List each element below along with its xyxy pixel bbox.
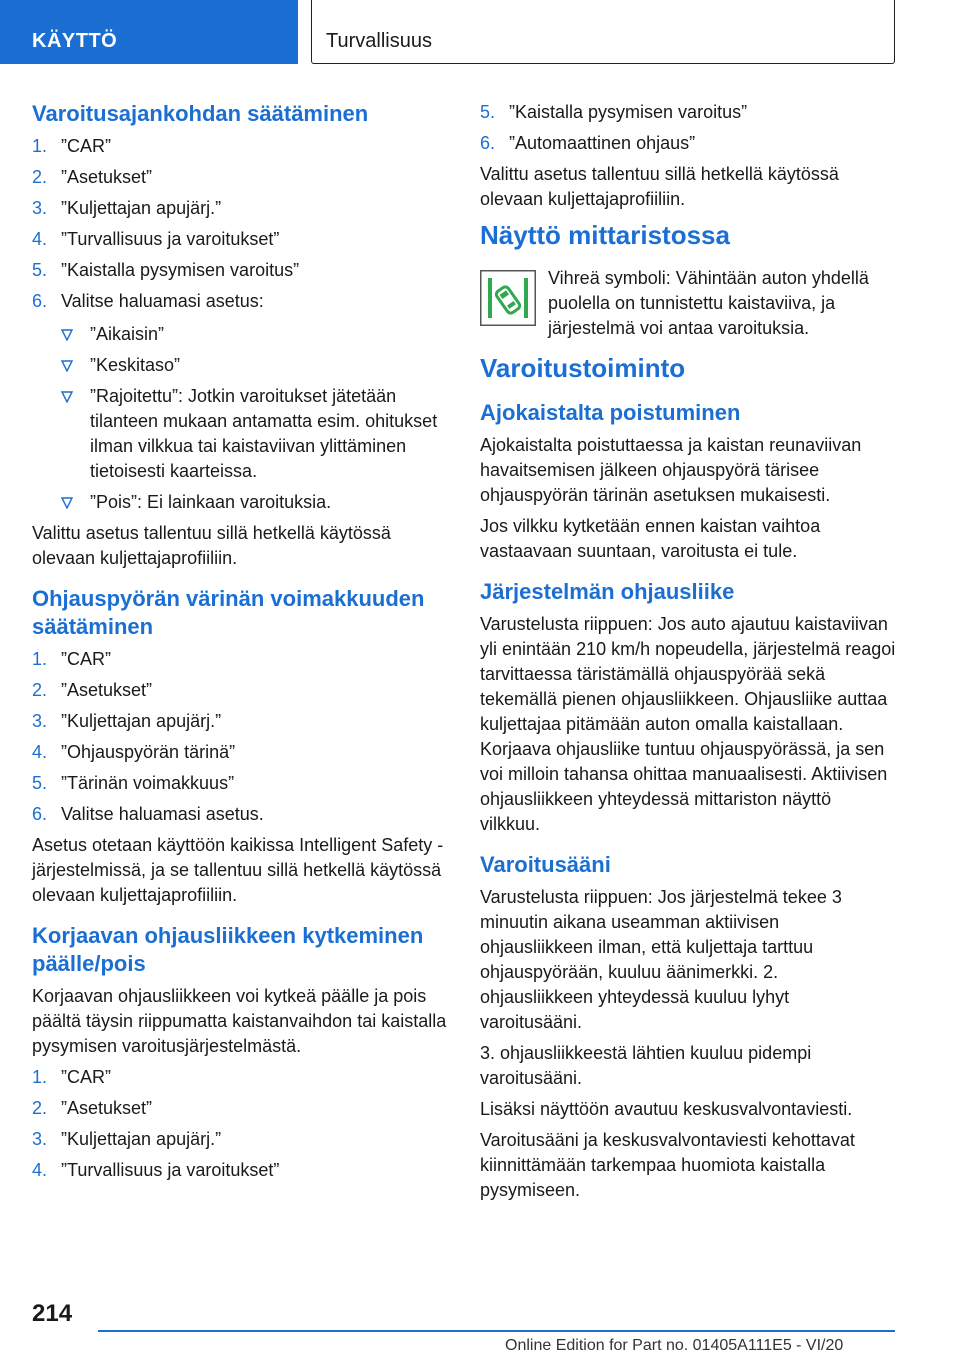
heading-vibration-strength: Ohjauspyörän värinän voimakkuuden säätäminen xyxy=(32,586,425,639)
steps-list-corrective xyxy=(32,1065,448,1183)
page-number: 214 xyxy=(32,1300,73,1327)
step-text: ”Automaattinen ohjaus” xyxy=(509,133,696,153)
paragraph-green-symbol: Vihreä symboli: Vähintään auton yhdellä puolella on tunnistettu kaistaviiva, ja järjestelmä voi antaa varoituksia. xyxy=(548,268,869,338)
list-item xyxy=(480,100,896,125)
paragraph-longer-sound: 3. ohjausliikkeestä lähtien kuuluu pidempi varoitusääni. xyxy=(480,1043,812,1088)
heading-warning-time: Varoitusajankohdan säätäminen xyxy=(32,101,369,126)
edition-info: Online Edition for Part no. 01405A111E5 - VI/20 xyxy=(505,1337,844,1354)
steps-list-corrective-continued xyxy=(480,100,896,156)
triangle-bullet-icon xyxy=(61,360,73,372)
list-item xyxy=(32,709,448,734)
list-item xyxy=(32,1096,448,1121)
step-number: 3. xyxy=(32,198,48,218)
list-item xyxy=(32,1127,448,1152)
step-number: 3. xyxy=(32,1129,48,1149)
option-item xyxy=(61,384,448,484)
list-item xyxy=(32,740,448,765)
list-item xyxy=(32,1158,448,1183)
step-number: 3. xyxy=(32,711,48,731)
step-text: ”Kuljettajan apujärj.” xyxy=(61,711,222,731)
paragraph-check-control: Lisäksi näyttöön avautuu keskusvalvontaviesti. xyxy=(480,1099,853,1119)
step-text: ”Ohjauspyörän tärinä” xyxy=(61,742,236,762)
list-item xyxy=(32,134,448,159)
left-column xyxy=(32,100,448,1189)
step-number: 6. xyxy=(480,133,496,153)
step-text: ”Kuljettajan apujärj.” xyxy=(61,1129,222,1149)
list-item xyxy=(32,196,448,221)
step-text: ”Turvallisuus ja varoitukset” xyxy=(61,1160,280,1180)
option-text: ”Pois”: Ei lainkaan varoituksia. xyxy=(90,492,332,512)
paragraph-corrective-steering: Korjaavan ohjausliikkeen voi kytkeä päälle ja pois päältä täysin riippumatta kaistanvaihdon tai kaistalla pysymisen varoitusjärjestelmästä. xyxy=(32,986,447,1056)
step-text: ”CAR” xyxy=(61,136,111,156)
option-item xyxy=(61,322,448,347)
step-text: ”CAR” xyxy=(61,1067,111,1087)
step-number: 4. xyxy=(32,742,48,762)
list-item xyxy=(32,771,448,796)
footer-rule xyxy=(98,1330,895,1332)
list-item xyxy=(32,165,448,190)
steps-list-warning-time xyxy=(32,134,448,515)
paragraph-system-steering: Varustelusta riippuen: Jos auto ajautuu kaistaviivan yli enintään 210 km/h nopeudella, järjestelmä reagoi tarvittaessa täristämällä ohjauspyörää sekä tekemällä pienen ohjausliikkeen. Ohjausliike auttaa kuljettajaa pitämään auton omalla kaistallaan. Korjaava ohjausliike tuntuu ohjauspyörässä, ja sen voi milloin tahansa ohittaa manuaalisesti. Aktiivisen ohjausliikkeen yhteydessä mittariston näyttö vilkkuu. xyxy=(480,614,896,834)
step-number: 5. xyxy=(32,773,48,793)
step-text: ”Asetukset” xyxy=(61,680,153,700)
triangle-bullet-icon xyxy=(61,329,73,341)
steps-list-vibration xyxy=(32,647,448,827)
list-item xyxy=(32,1065,448,1090)
heading-display-cluster: Näyttö mittaristossa xyxy=(480,220,730,250)
option-item xyxy=(61,490,448,515)
paragraph-warning-sound: Varustelusta riippuen: Jos järjestelmä tekee 3 minuutin aikana useamman aktiivisen ohjausliikkeen ilman, että kuljettaja tarttuu ohjauspyörään, kuuluu äänimerkki. 2. ohjausliikkeen yhteydessä kuuluu lyhyt varoitusääni. xyxy=(480,887,842,1032)
options-list xyxy=(61,322,448,515)
paragraph-attention: Varoitusääni ja keskusvalvontaviesti kehottavat kiinnittämään tarkempaa huomiota kaistalla pysymiseen. xyxy=(480,1130,855,1200)
list-item xyxy=(32,802,448,827)
list-item xyxy=(32,289,448,515)
step-number: 1. xyxy=(32,136,48,156)
heading-system-steering: Järjestelmän ohjausliike xyxy=(480,579,735,604)
option-text: ”Keskitaso” xyxy=(90,355,181,375)
step-number: 1. xyxy=(32,1067,48,1087)
list-item xyxy=(32,678,448,703)
step-text: ”Kaistalla pysymisen varoitus” xyxy=(509,102,748,122)
symbol-description xyxy=(480,266,896,341)
step-text: Valitse haluamasi asetus: xyxy=(61,291,264,311)
step-text: ”Tärinän voimakkuus” xyxy=(61,773,235,793)
step-text: ”Asetukset” xyxy=(61,1098,153,1118)
paragraph-setting-saved: Valittu asetus tallentuu sillä hetkellä käytössä olevaan kuljettajaprofiiliin. xyxy=(480,164,839,209)
paragraph-setting-applied: Asetus otetaan käyttöön kaikissa Intelligent Safety -järjestelmissä, ja se tallentuu sillä hetkellä käytössä olevaan kuljettajaprofiiliin. xyxy=(32,835,444,905)
paragraph-turn-signal: Jos vilkku kytketään ennen kaistan vaihtoa vastaavaan suuntaan, varoitusta ei tule. xyxy=(480,516,821,561)
paragraph-setting-saved: Valittu asetus tallentuu sillä hetkellä käytössä olevaan kuljettajaprofiiliin. xyxy=(32,523,391,568)
heading-warning-function: Varoitustoiminto xyxy=(480,353,686,383)
step-number: 1. xyxy=(32,649,48,669)
step-number: 2. xyxy=(32,680,48,700)
list-item xyxy=(32,647,448,672)
option-item xyxy=(61,353,448,378)
lane-departure-icon xyxy=(480,270,536,326)
step-number: 4. xyxy=(32,1160,48,1180)
step-text: ”CAR” xyxy=(61,649,111,669)
step-text: ”Turvallisuus ja varoitukset” xyxy=(61,229,280,249)
list-item xyxy=(480,131,896,156)
step-text: ”Asetukset” xyxy=(61,167,153,187)
step-text: ”Kaistalla pysymisen varoitus” xyxy=(61,260,300,280)
heading-corrective-steering: Korjaavan ohjausliikkeen kytkeminen päälle/pois xyxy=(32,923,424,976)
list-item xyxy=(32,258,448,283)
step-number: 2. xyxy=(32,1098,48,1118)
option-text: ”Rajoitettu”: Jotkin varoitukset jätetään tilanteen mukaan antamatta esim. ohitukset ilman vilkkua tai kaistaviivan ylittäminen tietoisesti kaarteissa. xyxy=(90,386,438,481)
list-item xyxy=(32,227,448,252)
triangle-bullet-icon xyxy=(61,391,73,403)
step-number: 5. xyxy=(480,102,496,122)
step-text: ”Kuljettajan apujärj.” xyxy=(61,198,222,218)
paragraph-lane-leaving: Ajokaistalta poistuttaessa ja kaistan reunaviivan havaitsemisen jälkeen ohjauspyörä tärisee ohjauspyörän tärinän asetuksen mukaisesti. xyxy=(480,435,862,505)
heading-warning-sound: Varoitusääni xyxy=(480,852,611,877)
step-number: 6. xyxy=(32,804,48,824)
step-number: 2. xyxy=(32,167,48,187)
right-column xyxy=(480,100,896,1209)
header-section-tab: KÄYTTÖ xyxy=(0,0,298,64)
step-text: Valitse haluamasi asetus. xyxy=(61,804,264,824)
step-number: 6. xyxy=(32,291,48,311)
header-chapter-title: Turvallisuus xyxy=(311,0,895,64)
triangle-bullet-icon xyxy=(61,497,73,509)
step-number: 5. xyxy=(32,260,48,280)
heading-lane-leaving: Ajokaistalta poistuminen xyxy=(480,400,741,425)
step-number: 4. xyxy=(32,229,48,249)
option-text: ”Aikaisin” xyxy=(90,324,165,344)
